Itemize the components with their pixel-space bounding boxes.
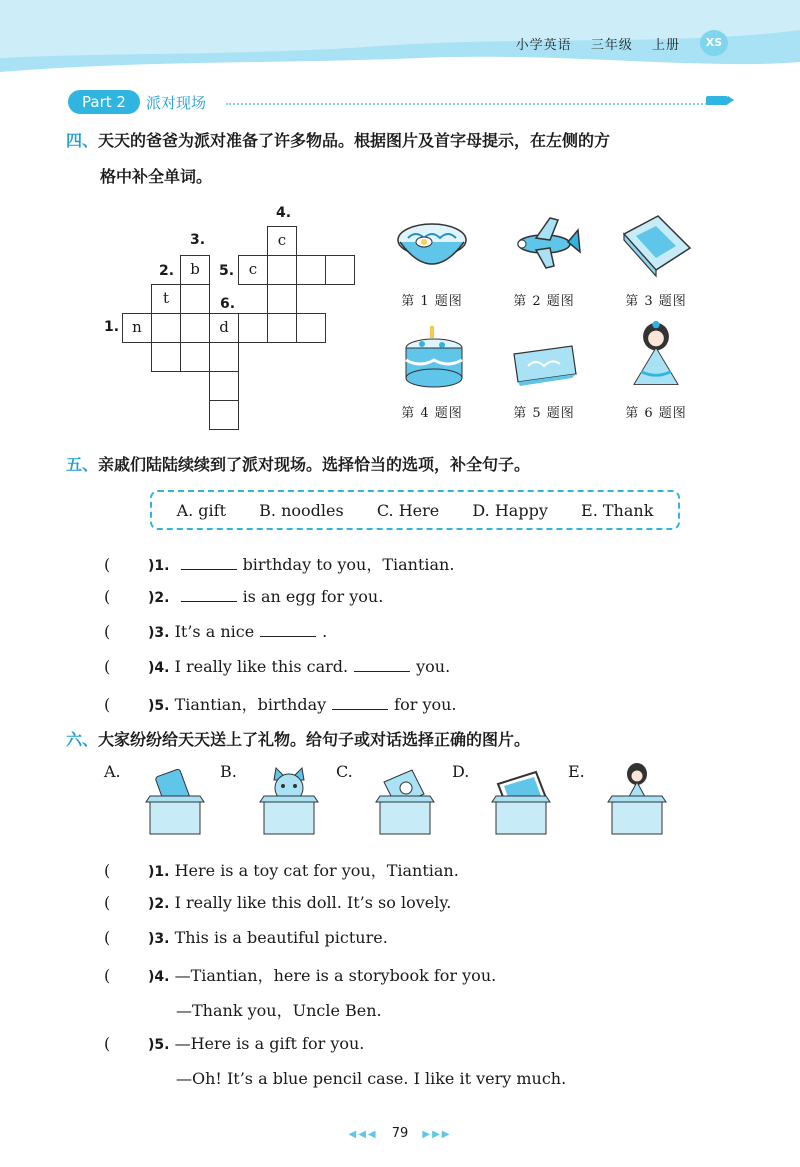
crossword-cell[interactable] — [267, 284, 297, 314]
clue-number-5: 5. — [219, 263, 235, 279]
question-text: Here is a toy cat for you，Tiantian. — [174, 861, 459, 880]
question-number: )4. — [148, 660, 170, 676]
question-text: It’s a nice — [174, 622, 255, 641]
caption-3: 第 3 题图 — [625, 294, 687, 309]
s6-question-1 — [104, 858, 459, 881]
crossword-cell[interactable]: b — [180, 255, 210, 285]
option-c: C. Here — [376, 500, 440, 520]
birthday-cake-icon — [396, 324, 472, 394]
clue-number-1: 1. — [104, 319, 120, 335]
crossword-cell[interactable] — [209, 400, 239, 430]
question-text: This is a beautiful picture. — [174, 928, 388, 947]
question-number: )1. — [148, 558, 170, 574]
caption-5: 第 5 题图 — [513, 406, 575, 421]
crossword-cell[interactable] — [238, 313, 268, 343]
crossword-cell[interactable] — [267, 313, 297, 343]
clue-number-4: 4. — [276, 205, 292, 221]
picture-frame-icon — [618, 212, 694, 282]
crossword-cell[interactable] — [325, 255, 355, 285]
section5-heading — [66, 452, 530, 475]
answer-paren[interactable]: ( — [104, 587, 111, 606]
clue-number-2: 2. — [159, 263, 175, 279]
header-course-info — [502, 34, 680, 53]
question-number: )1. — [148, 864, 170, 880]
s5-question-5 — [104, 692, 457, 715]
question-number: )3. — [148, 931, 170, 947]
section6-instruction: 大家纷纷给天天送上了礼物。给句子或对话选择正确的图片。 — [98, 730, 531, 749]
answer-paren[interactable]: ( — [104, 695, 111, 714]
clue-number-3: 3. — [190, 232, 206, 248]
option-b: B. noodles — [259, 500, 344, 520]
question-number: )5. — [148, 698, 170, 714]
question-text: —Tiantian，here is a storybook for you. — [174, 966, 497, 985]
section6-number: 六、 — [66, 730, 99, 749]
noodles-bowl-icon — [394, 212, 470, 282]
question-number: )2. — [148, 896, 170, 912]
answer-paren[interactable]: ( — [104, 928, 111, 947]
option-box — [150, 490, 680, 530]
crossword-cell[interactable]: c — [238, 255, 268, 285]
gift-box-doll-icon — [606, 762, 668, 838]
section5-instruction: 亲戚们陆陆续续到了派对现场。选择恰当的选项，补全句子。 — [98, 455, 531, 474]
header-volume: 上册 — [651, 38, 680, 53]
option-e: E. Thank — [581, 500, 654, 520]
question-text-end: . — [322, 622, 328, 641]
pencil-icon — [706, 96, 728, 105]
section5-number: 五、 — [66, 455, 99, 474]
s6-question-4-reply — [176, 998, 382, 1021]
option-a: A. gift — [176, 500, 227, 520]
answer-paren[interactable]: ( — [104, 861, 111, 880]
gift-label-c: C. — [336, 762, 353, 781]
crossword-cell[interactable] — [180, 342, 210, 372]
gift-box-storybook-icon — [374, 762, 436, 838]
s6-question-4 — [104, 963, 496, 986]
crossword-cell[interactable]: n — [122, 313, 152, 343]
answer-paren[interactable]: ( — [104, 657, 111, 676]
question-number: )4. — [148, 969, 170, 985]
question-text: Tiantian，birthday — [174, 695, 327, 714]
s5-question-2 — [104, 587, 383, 606]
gift-label-e: E. — [568, 762, 585, 781]
page-footer — [0, 1126, 800, 1141]
part-title: 派对现场 — [146, 94, 207, 112]
page-number: 79 — [391, 1126, 409, 1141]
section4-instruction-line2: 格中补全单词。 — [100, 167, 213, 186]
question-text: —Oh! It’s a blue pencil case. I like it very much. — [176, 1069, 567, 1088]
toy-plane-icon — [506, 212, 582, 282]
xs-badge-icon: XS — [700, 30, 728, 56]
question-number: )5. — [148, 1037, 170, 1053]
s6-question-5-reply — [176, 1069, 566, 1088]
crossword-cell[interactable]: d — [209, 313, 239, 343]
answer-paren[interactable]: ( — [104, 966, 111, 985]
s6-question-2 — [104, 893, 451, 912]
caption-4: 第 4 题图 — [401, 406, 463, 421]
crossword-cell[interactable] — [180, 313, 210, 343]
question-text-end: you. — [416, 657, 451, 676]
answer-paren[interactable]: ( — [104, 1034, 111, 1053]
crossword-cell[interactable] — [151, 313, 181, 343]
caption-1: 第 1 题图 — [401, 294, 463, 309]
caption-2: 第 2 题图 — [513, 294, 575, 309]
fill-blank[interactable] — [181, 556, 237, 570]
doll-icon — [618, 320, 694, 390]
crossword-cell[interactable] — [267, 255, 297, 285]
section4-number: 四、 — [66, 131, 99, 150]
question-number: )2. — [148, 590, 170, 606]
question-text: —Thank you，Uncle Ben. — [176, 1001, 382, 1020]
gift-box-picture-icon — [490, 762, 552, 838]
clue-number-6: 6. — [220, 296, 236, 312]
gift-box-pencil-case-icon — [144, 762, 206, 838]
question-text: I really like this doll. It’s so lovely. — [174, 893, 452, 912]
fill-blank[interactable] — [181, 588, 237, 602]
question-text: is an egg for you. — [242, 587, 384, 606]
option-d: D. Happy — [472, 500, 548, 520]
part-label: Part 2 — [68, 90, 140, 114]
gift-label-d: D. — [452, 762, 470, 781]
s5-question-1 — [104, 552, 454, 575]
crossword-cell[interactable] — [296, 255, 326, 285]
crossword-cell[interactable] — [296, 313, 326, 343]
s5-question-3 — [104, 622, 327, 641]
question-text: —Here is a gift for you. — [174, 1034, 365, 1053]
question-text: birthday to you，Tiantian. — [242, 555, 455, 574]
question-text: I really like this card. — [174, 657, 349, 676]
answer-paren[interactable]: ( — [104, 893, 111, 912]
crossword-cell[interactable] — [151, 342, 181, 372]
dotted-divider — [226, 103, 710, 105]
crossword-cell[interactable] — [180, 284, 210, 314]
header-grade: 三年级 — [590, 38, 633, 53]
s5-question-4 — [104, 657, 450, 676]
crossword-cell[interactable] — [209, 342, 239, 372]
fill-blank[interactable] — [332, 696, 388, 710]
gift-label-a: A. — [104, 762, 121, 781]
card-icon — [506, 334, 582, 404]
gift-box-toy-cat-icon — [258, 762, 320, 838]
section6-heading — [66, 727, 530, 750]
caption-6: 第 6 题图 — [625, 406, 687, 421]
section4-instruction-line1: 天天的爸爸为派对准备了许多物品。根据图片及首字母提示，在左侧的方 — [98, 131, 611, 150]
s6-question-5 — [104, 1034, 364, 1053]
crossword-cell[interactable]: c — [267, 226, 297, 256]
fill-blank[interactable] — [354, 658, 410, 672]
right-arrows-icon: ▶▶▶ — [422, 1129, 452, 1140]
section4-heading — [66, 128, 610, 151]
answer-paren[interactable]: ( — [104, 555, 111, 574]
crossword-cell[interactable]: t — [151, 284, 181, 314]
question-text-end: for you. — [394, 695, 457, 714]
answer-paren[interactable]: ( — [104, 622, 111, 641]
left-arrows-icon: ◀◀◀ — [348, 1129, 378, 1140]
crossword-cell[interactable] — [209, 371, 239, 401]
fill-blank[interactable] — [260, 623, 316, 637]
question-number: )3. — [148, 625, 170, 641]
header-subject: 小学英语 — [515, 38, 572, 53]
s6-question-3 — [104, 928, 388, 947]
gift-label-b: B. — [220, 762, 237, 781]
